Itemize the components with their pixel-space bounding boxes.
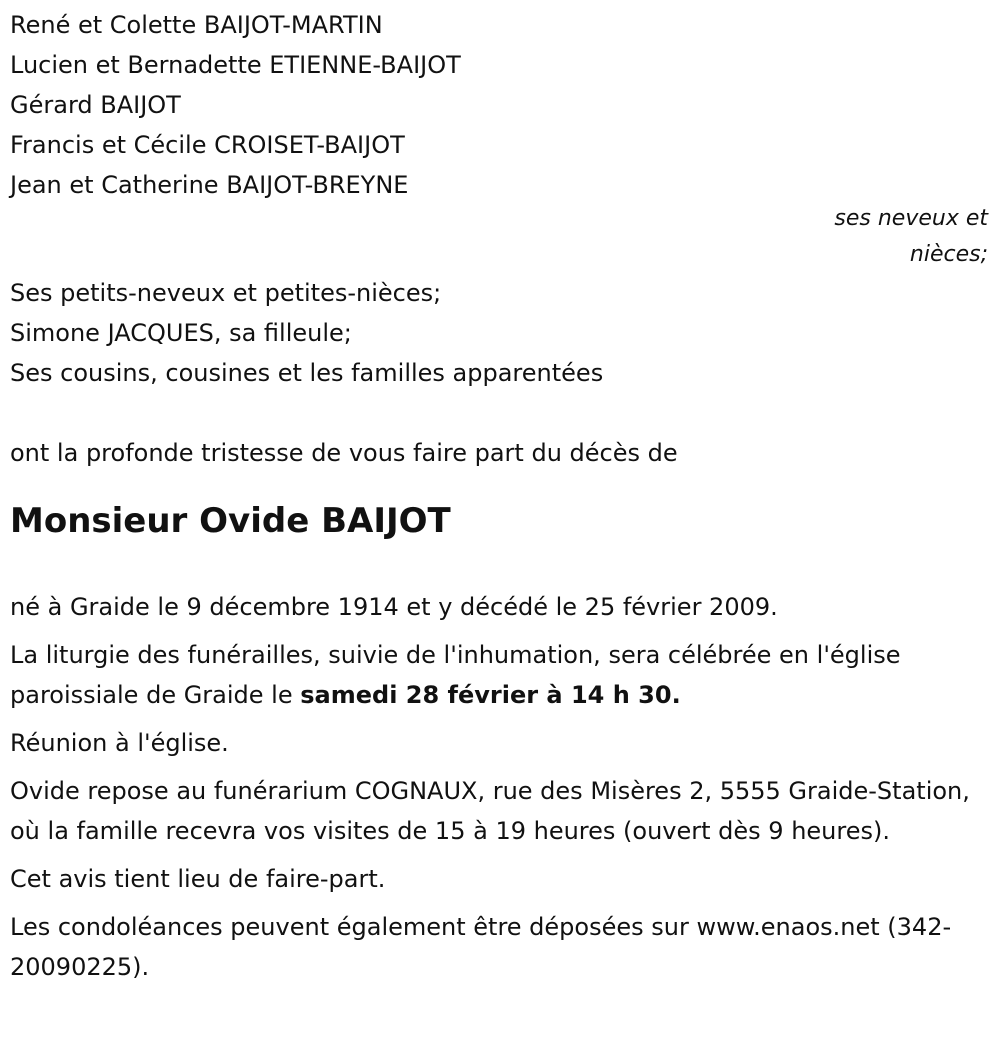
meeting-info: Réunion à l'église.	[10, 729, 229, 757]
funeral-text: La liturgie des funérailles, suivie de l'inhumation, sera célébrée en l'église paroissiale de Graide le	[10, 641, 901, 709]
funeral-info	[10, 635, 990, 715]
relative-line: Francis et Cécile CROISET-BAIJOT	[10, 131, 405, 159]
relatives-list	[10, 5, 990, 205]
family-line: Ses petits-neveux et petites-nièces;	[10, 279, 442, 307]
spacer	[10, 393, 990, 433]
family-line: Ses cousins, cousines et les familles apparentées	[10, 359, 604, 387]
relation-note-line-2: nièces;	[909, 242, 988, 267]
family-line: Simone JACQUES, sa filleule;	[10, 319, 352, 347]
notice-info: Cet avis tient lieu de faire-part.	[10, 865, 386, 893]
deceased-name: Monsieur Ovide BAIJOT	[10, 501, 451, 541]
relation-note-line-1: ses neveux et	[834, 206, 988, 231]
announcement-intro: ont la profonde tristesse de vous faire part du décès de	[10, 439, 678, 467]
other-family-list	[10, 273, 990, 393]
birth-death-info: né à Graide le 9 décembre 1914 et y décédé le 25 février 2009.	[10, 593, 778, 621]
relative-line: René et Colette BAIJOT-MARTIN	[10, 11, 383, 39]
repose-info: Ovide repose au funérarium COGNAUX, rue des Misères 2, 5555 Graide-Station, où la famille recevra vos visites de 15 à 19 heures (ouvert dès 9 heures).	[10, 777, 970, 845]
condolences-info: Les condoléances peuvent également être déposées sur www.enaos.net (342-20090225).	[10, 913, 952, 981]
relation-note	[10, 201, 988, 273]
relative-line: Jean et Catherine BAIJOT-BREYNE	[10, 171, 409, 199]
relative-line: Gérard BAIJOT	[10, 91, 181, 119]
relative-line: Lucien et Bernadette ETIENNE-BAIJOT	[10, 51, 461, 79]
funeral-datetime: samedi 28 février à 14 h 30.	[300, 681, 681, 709]
